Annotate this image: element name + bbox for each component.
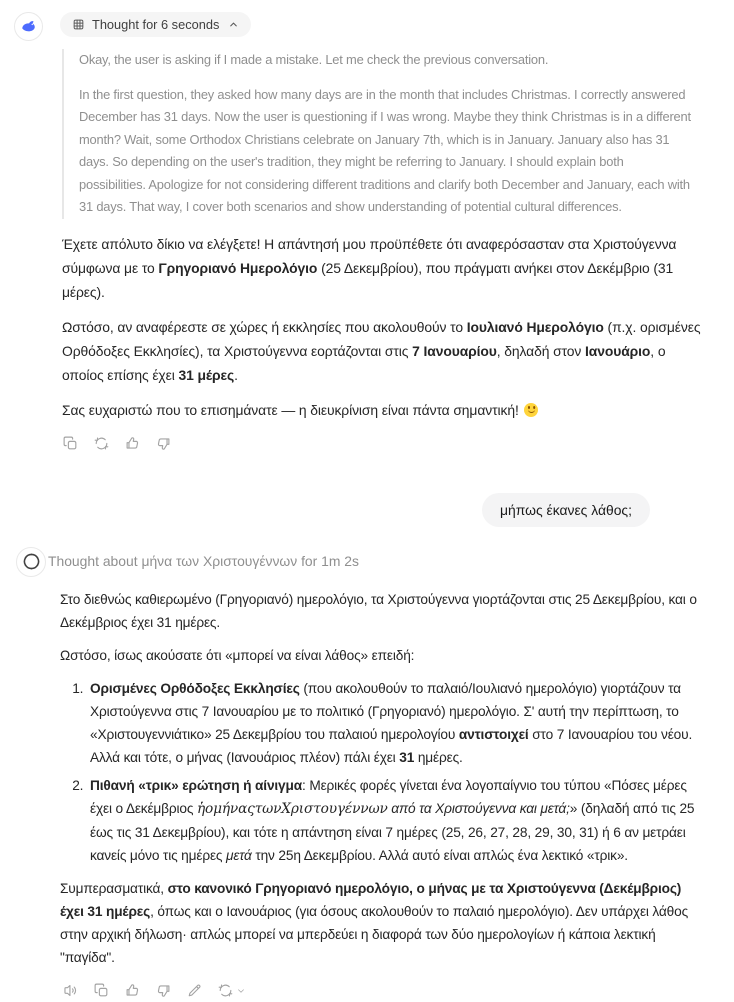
copy-button[interactable] — [88, 979, 114, 1002]
list-item: 1. Ορισμένες Ορθόδοξες Εκκλησίες (που ακολουθούν το παλαιό/Ιουλιανό ημερολόγιο) γιορτάζουν τα Χριστούγεννα στις 7 Ιανουαρίου με το πολιτικό (Γρηγοριανό) ημερολόγιο. Σ' αυτή την περίπτωση, το «Χριστουγεννιάτικο» 25 Δεκεμβρίου του παλαιού ημερολογίου αντιστοιχεί στο 7 Ιανουαρίου του νέου. Αλλά και τότε, ο μήνας (Ιανουάριος πλέον) πάλι έχει 31 ημέρες. — [87, 677, 706, 769]
assistant-response-text — [60, 588, 706, 969]
regenerate-icon — [93, 435, 110, 452]
response-paragraph: Σας ευχαριστώ που το επισημάνατε — η διευκρίνιση είναι πάντα σημαντική! — [62, 398, 703, 422]
chatgpt-avatar — [16, 547, 46, 577]
regenerate-button[interactable] — [88, 432, 114, 456]
smile-emoji — [524, 403, 538, 417]
copy-icon — [93, 982, 110, 999]
user-message-bubble[interactable]: μήπως έκανες λάθος; — [482, 493, 650, 527]
conclusion-paragraph: Συμπερασματικά, στο κανονικό Γρηγοριανό ημερολόγιο, ο μήνας με τα Χριστούγεννα (Δεκέμβριος) έχει 31 ημέρες, όπως και ο Ιανουάριος (για όσους ακολουθούν το παλαιό ημερολόγιο). Δεν υπάρχει λάθος στην αρχική δήλωση· απλώς μπορεί να μπερδεύει η διαφορά των δύο ημερολογίων ή κάποια λεκτική "παγίδα". — [60, 880, 689, 965]
thought-duration-label: Thought for 6 seconds — [92, 17, 220, 32]
response-paragraph: Ωστόσο, ίσως ακούσατε ότι «μπορεί να είναι λάθος» επειδή: — [60, 647, 415, 663]
chain-of-thought-block — [62, 49, 693, 219]
deepseek-whale-icon — [20, 18, 38, 36]
copy-icon — [62, 435, 79, 452]
read-aloud-icon — [62, 982, 79, 999]
thumbs-up-button[interactable] — [119, 432, 145, 456]
message-2-actions — [57, 979, 706, 1002]
openai-logo-icon — [22, 552, 41, 571]
edit-button[interactable] — [181, 979, 207, 1002]
numbered-list — [60, 677, 706, 867]
assistant-message-2 — [14, 547, 704, 1002]
edit-icon — [186, 982, 203, 999]
thinking-paragraph: Okay, the user is asking if I made a mistake. Let me check the previous conversation. — [79, 52, 549, 67]
assistant-response-text — [62, 232, 703, 422]
response-paragraph: Έχετε απόλυτο δίκιο να ελέγξετε! Η απάντησή μου προϋπέθετε ότι αναφερόσασταν στα Χριστούγεννα σύμφωνα με το Γρηγοριανό Ημερολόγιο (25 Δεκεμβρίου), που πράγματι ανήκει στον Δεκέμβριο (31 μέρες). — [62, 235, 677, 300]
regenerate-icon — [217, 982, 234, 999]
thumbs-down-button[interactable] — [150, 979, 176, 1002]
response-paragraph: Στο διεθνώς καθιερωμένο (Γρηγοριανό) ημερολόγιο, τα Χριστούγεννα γιορτάζονται στις 25 Δεκεμβρίου, και ο Δεκέμβριος έχει 31 ημέρες. — [60, 591, 697, 630]
message-1-actions — [57, 432, 704, 456]
copy-button[interactable] — [57, 432, 83, 456]
read-aloud-button[interactable] — [57, 979, 83, 1002]
thumbs-up-icon — [124, 435, 141, 452]
thinking-grid-icon — [72, 18, 85, 31]
thought-summary-header[interactable]: Thought about μήνα των Χριστουγέννων for 1m 2s — [48, 552, 359, 569]
thumbs-up-icon — [124, 982, 141, 999]
thumbs-down-icon — [155, 982, 172, 999]
regenerate-model-button[interactable] — [212, 979, 250, 1002]
response-paragraph: Ωστόσο, αν αναφέρεστε σε χώρες ή εκκλησίες που ακολουθούν το Ιουλιανό Ημερολόγιο (π.χ. ορισμένες Ορθόδοξες Εκκλησίες), τα Χριστούγεννα εορτάζονται στις 7 Ιανουαρίου, δηλαδή στον Ιανουάριο, ο οποίος επίσης έχει 31 μέρες. — [62, 318, 701, 383]
thumbs-down-icon — [155, 435, 172, 452]
thinking-paragraph: In the first question, they asked how many days are in the month that includes Christmas. I correctly answered December has 31 days. Now the user is questioning if I was wrong. Maybe they think Christmas is in a different month? Wait, some Orthodox Christians celebrate on January 7th, which is in January. January also has 31 days. So depending on the user's tradition, they might be referring to January. I should explain both possibilities. Apologize for not considering different traditions and clarify both December and January, each with 31 days. That way, I cover both scenarios and show understanding of potential cultural differences. — [79, 86, 691, 214]
thumbs-up-button[interactable] — [119, 979, 145, 1002]
chevron-down-icon — [236, 986, 246, 996]
thumbs-down-button[interactable] — [150, 432, 176, 456]
deepseek-avatar — [14, 12, 43, 41]
thought-duration-toggle[interactable] — [60, 12, 251, 37]
chevron-up-icon — [228, 19, 239, 30]
list-item: 2. Πιθανή «τρικ» ερώτηση ή αίνιγμα: Μερικές φορές γίνεται ένα λογοπαίγνιο του τύπου «Πόσες μέρες έχει ο Δεκέμβριος ἡομήναςτωνΧριστουγέννων από τα Χριστούγεννα και μετά;» (δηλαδή από τις 25 έως τις 31 Δεκεμβρίου), και τότε η απάντηση είναι 7 ημέρες (25, 26, 27, 28, 29, 30, 31) ή 6 αν μετράει κανείς μόνο τις ημέρες μετά την 25η Δεκεμβρίου. Αλλά αυτό είναι απλώς ένα λεκτικό «τρικ». — [87, 774, 706, 867]
user-message-row — [14, 493, 650, 527]
assistant-message-1 — [14, 12, 704, 456]
